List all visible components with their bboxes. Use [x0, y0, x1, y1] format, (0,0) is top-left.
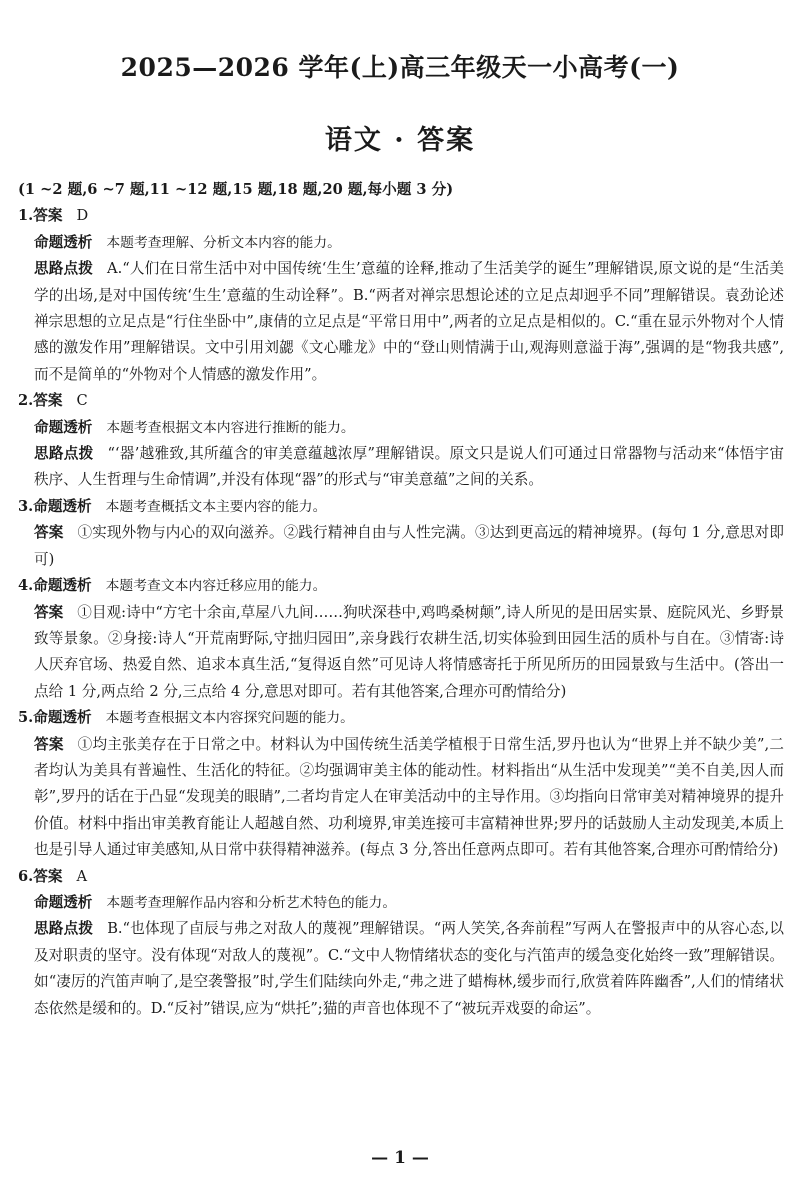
page-subtitle: 语文 · 答案: [324, 125, 476, 156]
answer-label: 答案: [33, 392, 63, 410]
page-title: 2025—2026 学年(上)高三年级天一小高考(一): [120, 53, 680, 82]
analysis-text: 本题考查理解作品内容和分析艺术特色的能力。: [106, 894, 397, 911]
question-number: 2.: [18, 392, 34, 410]
hint-text: A.“人们在日常生活中对中国传统‘生生’意蕴的诠释,推动了生活美学的诞生”理解错误,原文说的是“生活美学的出场,是对中国传统‘生生’意蕴的生动诠释”。B.“两者对禅宗思想论述的立足点却迥乎不同”理解错误。袁劲论述禅宗思想的立足点是“行住坐卧中”,康倩的立足点是“平常日用中”,两者的立足点是相似的。C.“重在显示外物对个人情感的激发作用”理解错误。文中引用刘勰《文心雕龙》中的“登山则情满于山,观海则意溢于海”,强调的是“物我共感”,而不是简单的“外物对个人情感的激发作用”。: [34, 260, 784, 383]
answer-label: 答案: [33, 867, 63, 885]
hint-label: 思路点拨: [34, 920, 94, 938]
hint-text: “‘器’越雅致,其所蕴含的审美意蕴越浓厚”理解错误。原文只是说人们可通过日常器物与活动来“体悟宇宙秩序、人生哲理与生命情调”,并没有体现“器”的形式与“审美意蕴”之间的关系。: [34, 445, 784, 489]
analysis-text: 本题考查概括文本主要内容的能力。: [105, 498, 327, 515]
answer-label: 答案: [34, 524, 64, 542]
question-3: [18, 494, 784, 573]
answer-text: ①实现外物与内心的双向滋养。②践行精神自由与人性完满。③达到更高远的精神境界。(每句 1 分,意思对即可): [34, 524, 784, 568]
page-number: — 1 —: [371, 1148, 429, 1168]
analysis-text: 本题考查根据文本内容进行推断的能力。: [106, 419, 355, 436]
hint-text: B.“也体现了卣辰与弗之对敌人的蔑视”理解错误。“两人笑笑,各奔前程”写两人在警报声中的从容心态,以及对职责的坚守。没有体现“对敌人的蔑视”。C.“文中人物情绪状态的变化与汽笛声的缓急变化始终一致”理解错误。如“凄厉的汽笛声响了,是空袭警报”时,学生们陆续向外走,“弗之进了蜡梅林,缓步而行,欣赏着阵阵幽香”,人们的情绪状态依然是缓和的。D.“反衬”错误,应为“烘托”;猫的声音也体现不了“被玩弄戏耍的命运”。: [34, 920, 784, 1017]
analysis-label: 命题透析: [33, 709, 92, 727]
hint-label: 思路点拨: [34, 260, 94, 278]
analysis-label: 命题透析: [34, 418, 93, 436]
analysis-label: 命题透析: [33, 577, 92, 595]
question-number: 6.: [18, 867, 34, 885]
analysis-text: 本题考查根据文本内容探究问题的能力。: [105, 710, 354, 727]
answer-label: 答案: [34, 603, 64, 621]
answer-label: 答案: [34, 735, 64, 753]
question-number: 3.: [18, 497, 34, 515]
question-number: 1.: [18, 207, 34, 225]
question-number: 4.: [18, 577, 34, 595]
scoring-scope-note: (1 ~2 题,6 ~7 题,11 ~12 题,15 题,18 题,20 题,每小题 3 分): [18, 181, 454, 198]
answer-value: D: [76, 207, 89, 225]
analysis-label: 命题透析: [34, 893, 93, 911]
analysis-label: 命题透析: [34, 233, 93, 251]
analysis-text: 本题考查理解、分析文本内容的能力。: [106, 234, 341, 251]
question-5: [18, 705, 784, 863]
answer-value: A: [76, 867, 87, 885]
answer-label: 答案: [33, 207, 63, 225]
hint-label: 思路点拨: [34, 445, 94, 463]
answer-value: C: [76, 392, 88, 410]
question-4: [18, 573, 784, 705]
question-number: 5.: [18, 709, 34, 727]
answer-content: [18, 177, 784, 1022]
question-6: [18, 864, 784, 1022]
question-2: [18, 388, 784, 494]
analysis-text: 本题考查文本内容迁移应用的能力。: [105, 578, 327, 595]
answer-text: ①目观:诗中“方宅十余亩,草屋八九间……狗吠深巷中,鸡鸣桑树颠”,诗人所见的是田居实景、庭院风光、乡野景致等景象。②身接:诗人“开荒南野际,守拙归园田”,亲身践行农耕生活,切实体验到田园生活的质朴与自在。③情寄:诗人厌弃官场、热爱自然、追求本真生活,“复得返自然”可见诗人将情感寄托于所见所历的田园景致与生活中。(答出一点给 1 分,两点给 2 分,三点给 4 分,意思对即可。若有其他答案,合理亦可酌情给分): [34, 603, 784, 700]
analysis-label: 命题透析: [33, 497, 92, 515]
answer-text: ①均主张美存在于日常之中。材料认为中国传统生活美学植根于日常生活,罗丹也认为“世界上并不缺少美”,二者均认为美具有普遍性、生活化的特征。②均强调审美主体的能动性。材料指出“从生活中发现美”“美不自美,因人而彰”,罗丹的话在于凸显“发现美的眼睛”,二者均肯定人在审美活动中的主导作用。③均指向日常审美对精神境界的提升价值。材料中指出审美教育能让人超越自然、功利境界,审美连接可丰富精神世界;罗丹的话鼓励人主动发现美,本质上也是引导人通过审美感知,从日常中获得精神滋养。(每点 3 分,答出任意两点即可。若有其他答案,合理亦可酌情给分): [34, 735, 784, 859]
question-1: [18, 203, 784, 388]
